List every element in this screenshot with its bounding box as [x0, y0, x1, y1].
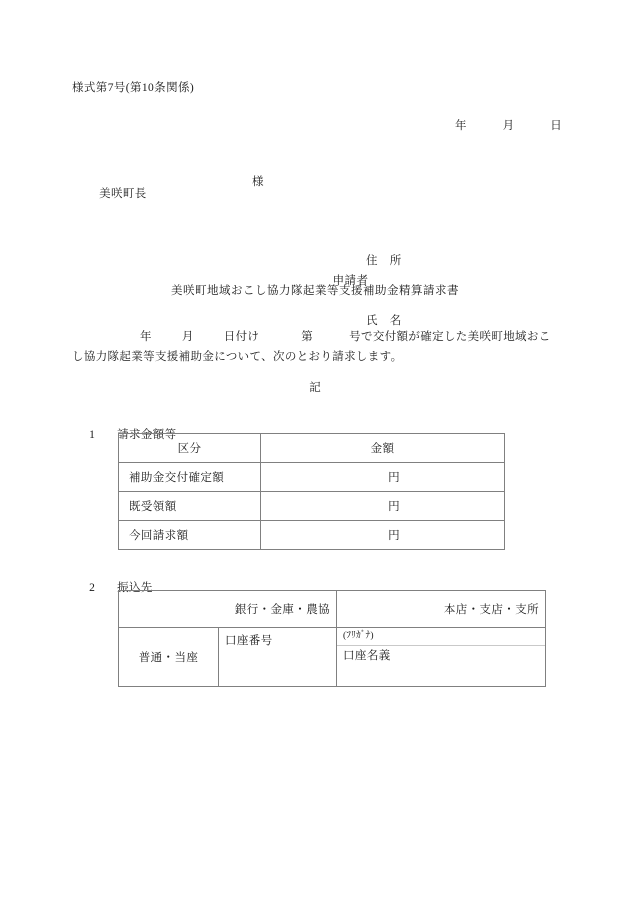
applicant-address-label: 住 所 — [366, 255, 402, 267]
form-number: 様式第7号(第10条関係) — [72, 82, 195, 94]
account-type-cell[interactable]: 普通・当座 — [119, 628, 219, 687]
bank-transfer-table — [118, 590, 546, 687]
table-row — [119, 463, 505, 492]
amount-table-header-row — [119, 434, 505, 463]
amount-row-value-kakutei[interactable]: 円 — [261, 463, 505, 492]
body-year-label: 年 — [140, 331, 152, 343]
bank-institution-cell[interactable]: 銀行・金庫・農協 — [119, 591, 337, 628]
table-row — [119, 492, 505, 521]
amount-row-label-seikyu: 今回請求額 — [119, 521, 261, 550]
amount-row-value-seikyu[interactable]: 円 — [261, 521, 505, 550]
section1-number: 1 — [89, 429, 96, 441]
document-title: 美咲町地域おこし協力隊起業等支援補助金精算請求書 — [171, 285, 459, 297]
account-holder-name-label: 口座名義 — [343, 650, 391, 662]
amount-row-label-kakutei: 補助金交付確定額 — [119, 463, 261, 492]
body-number-suffix: 号で交付額が確定した美咲町地域おこ — [349, 331, 551, 343]
table-row — [119, 521, 505, 550]
applicant-address-row — [313, 251, 402, 287]
applicant-lead-label: 申請者 — [332, 275, 369, 287]
amount-header-kingaku: 金額 — [261, 434, 505, 463]
body-paragraph — [72, 327, 560, 367]
account-holder-cell[interactable] — [337, 628, 546, 687]
account-holder-kana-label: (ﾌﾘｶﾞﾅ) — [337, 628, 545, 646]
amount-table — [118, 433, 505, 550]
body-number-prefix: 第 — [301, 331, 314, 343]
account-holder-inner — [337, 628, 545, 666]
addressee-row — [86, 173, 346, 225]
account-number-cell[interactable]: 口座番号 — [219, 628, 337, 687]
body-day-label: 日付け — [223, 331, 260, 343]
ki-marker: 記 — [309, 382, 321, 394]
bank-branch-cell[interactable]: 本店・支店・支所 — [337, 591, 546, 628]
amount-row-value-juryo[interactable]: 円 — [261, 492, 505, 521]
body-line2: し協力隊起業等支援補助金について、次のとおり請求します。 — [72, 351, 403, 363]
body-month-label: 月 — [181, 331, 194, 343]
amount-row-label-juryo: 既受領額 — [119, 492, 261, 521]
amount-header-kubun: 区分 — [119, 434, 261, 463]
table-row — [119, 628, 546, 687]
date-line: 年 月 日 — [455, 120, 563, 132]
section2-number: 2 — [89, 582, 96, 594]
section2-label: 振込先 — [117, 582, 153, 594]
addressee-name: 美咲町長 — [99, 188, 147, 200]
addressee-honorific: 様 — [252, 176, 264, 188]
table-row — [119, 591, 546, 628]
applicant-name-label: 氏 名 — [366, 315, 402, 327]
section1-label: 請求金額等 — [117, 429, 177, 441]
